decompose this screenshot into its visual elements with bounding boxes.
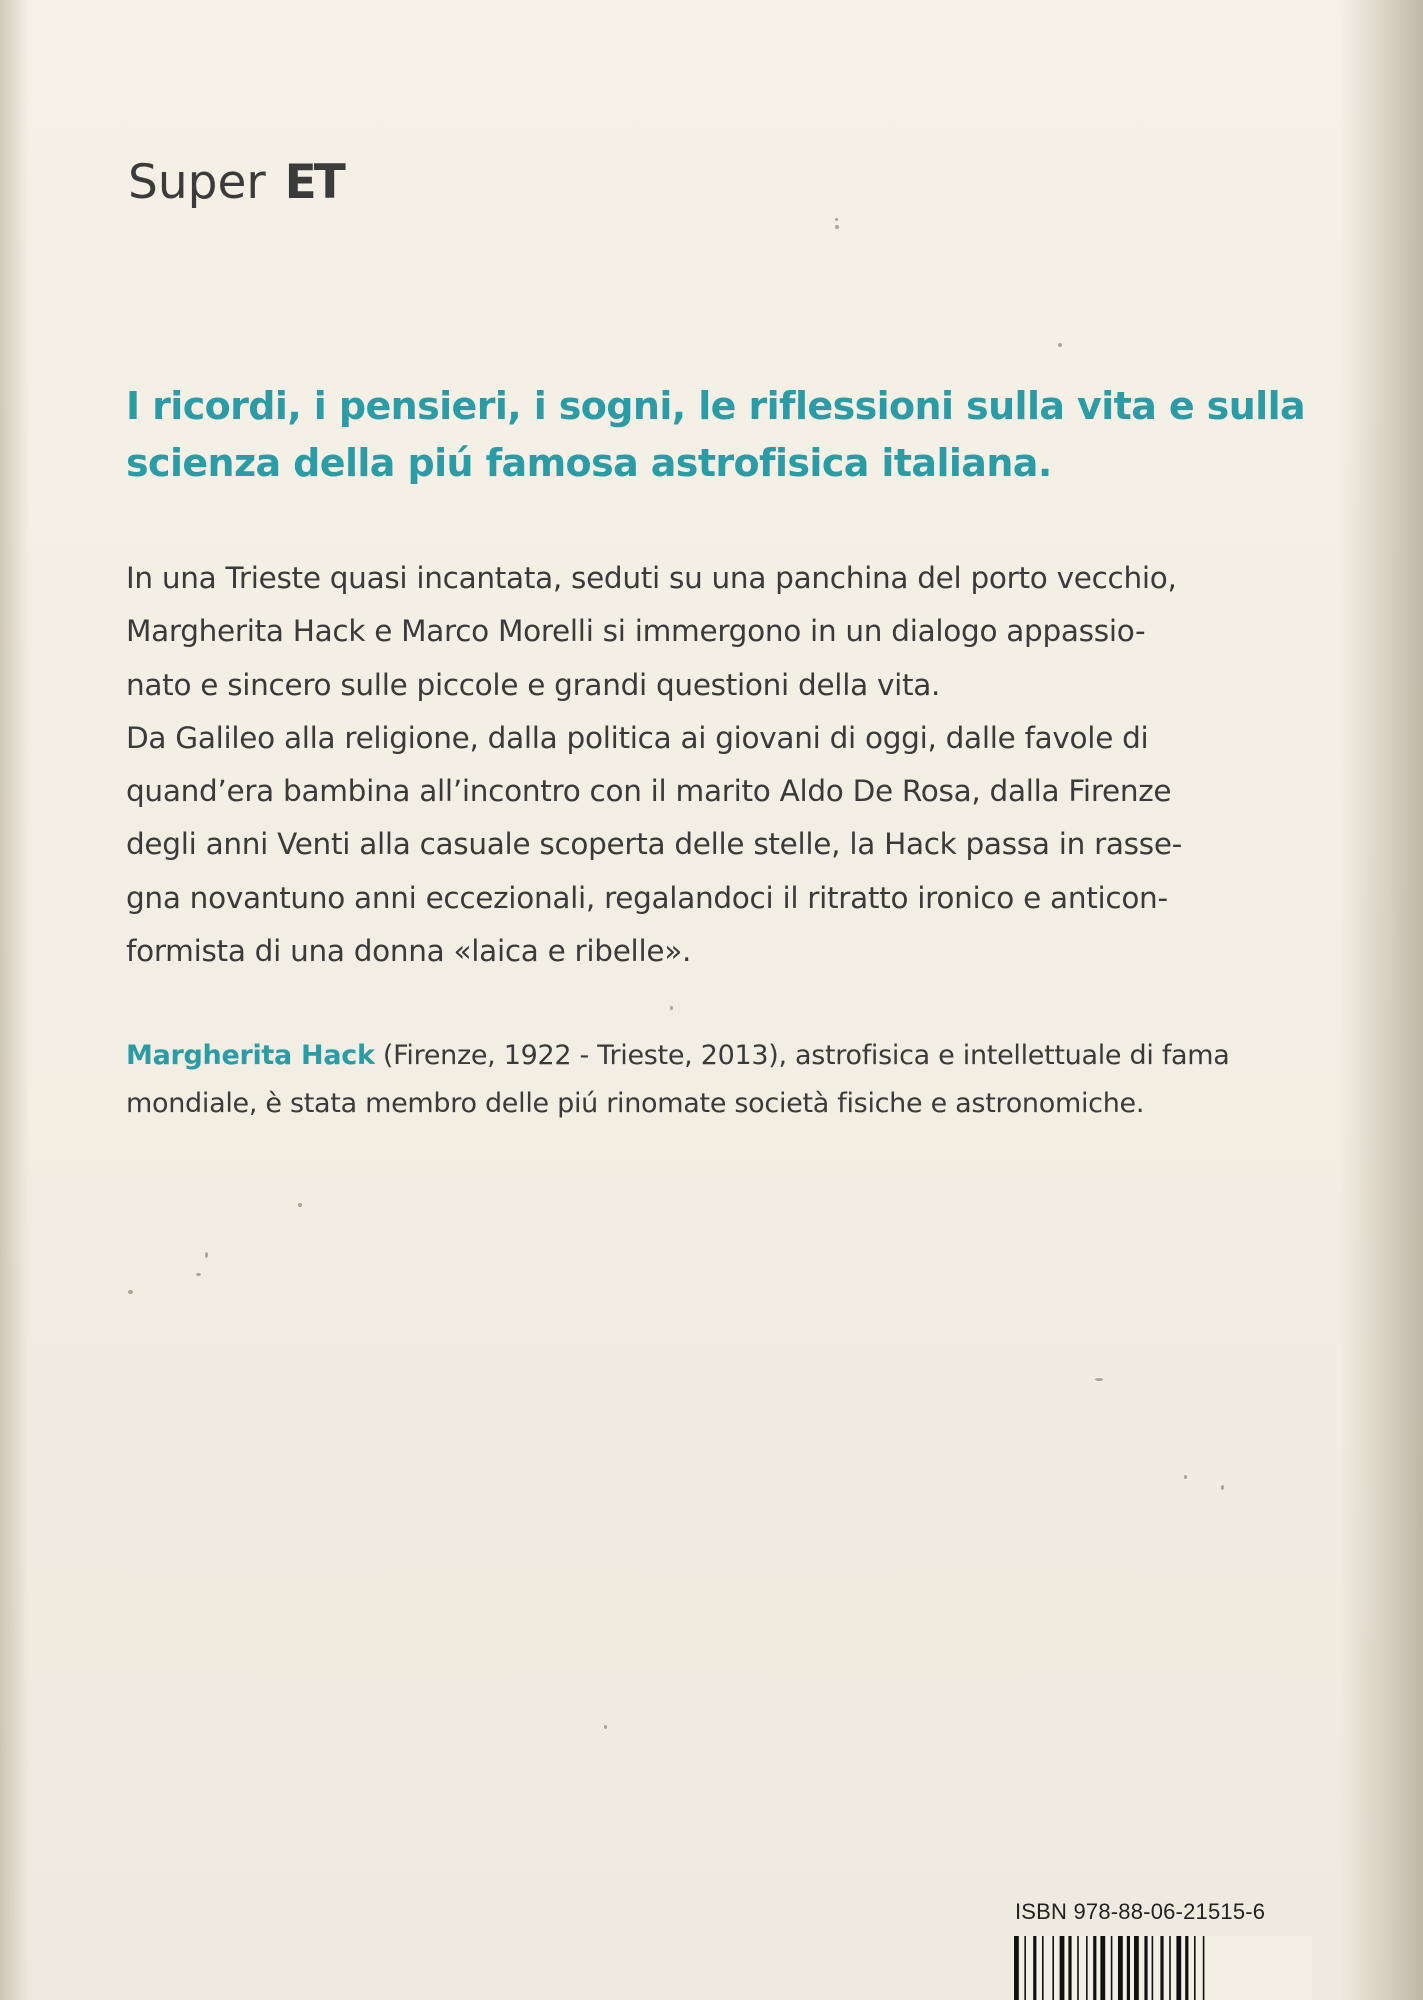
barcode-bar	[1052, 1936, 1054, 2000]
barcode-bar	[1068, 1936, 1071, 2000]
blurb	[126, 552, 1336, 978]
barcode-bar	[1014, 1936, 1019, 2000]
barcode-bar	[1033, 1936, 1036, 2000]
barcode-bar	[1169, 1936, 1171, 2000]
barcode-bar	[1086, 1936, 1088, 2000]
series-imprint	[128, 155, 343, 210]
tagline	[126, 378, 1326, 492]
series-name: Super	[128, 155, 266, 210]
tagline-line-1: I ricordi, i pensieri, i sogni, le riflessioni sulla vita e sulla	[126, 384, 1306, 428]
paper-speck	[1184, 1475, 1187, 1479]
barcode-bar	[1093, 1936, 1096, 2000]
author-bio	[126, 1032, 1346, 1128]
blurb-line: formista di una donna «laica e ribelle».	[126, 934, 692, 969]
paper-speck	[670, 1006, 673, 1010]
barcode	[1012, 1936, 1312, 2000]
barcode-bar	[1152, 1936, 1154, 2000]
bio-line-1-rest: (Firenze, 1922 - Trieste, 2013), astrofisica e intellettuale di fama	[374, 1040, 1230, 1071]
paper-speck	[1221, 1485, 1224, 1490]
barcode-bar	[1118, 1936, 1123, 2000]
barcode-bar	[1185, 1936, 1188, 2000]
blurb-line: quand’era bambina all’incontro con il marito Aldo De Rosa, dalla Firenze	[126, 774, 1172, 809]
barcode-bar	[1077, 1936, 1079, 2000]
barcode-bar	[1100, 1936, 1105, 2000]
barcode-bar	[1134, 1936, 1139, 2000]
blurb-line: In una Trieste quasi incantata, seduti su una panchina del porto vecchio,	[126, 561, 1177, 595]
barcode-bar	[1060, 1936, 1065, 2000]
barcode-bar	[1203, 1936, 1205, 2000]
bio-line-2: mondiale, è stata membro delle piú rinomate società fisiche e astronomiche.	[126, 1088, 1145, 1119]
author-name: Margherita Hack	[126, 1040, 375, 1071]
blurb-line: gna novantuno anni eccezionali, regalandoci il ritratto ironico e anticon-	[126, 880, 1168, 915]
barcode-bar	[1176, 1936, 1181, 2000]
paper-speck	[128, 1290, 133, 1294]
paper-speck	[196, 1273, 201, 1276]
paper-speck	[604, 1725, 607, 1729]
barcode-bar	[1160, 1936, 1163, 2000]
paper-speck	[835, 218, 838, 221]
barcode-bar	[1111, 1936, 1113, 2000]
blurb-line: Da Galileo alla religione, dalla politica ai giovani di oggi, dalle favole di	[126, 720, 1149, 755]
barcode-bar	[1144, 1936, 1147, 2000]
bio-line-1	[126, 1032, 1346, 1080]
paper-speck	[1095, 1378, 1103, 1381]
barcode-bar	[1127, 1936, 1130, 2000]
blurb-line: degli anni Venti alla casuale scoperta delle stelle, la Hack passa in rasse-	[126, 827, 1183, 862]
series-logo: ET	[284, 155, 343, 210]
blurb-line: nato e sincero sulle piccole e grandi questioni della vita.	[126, 667, 941, 702]
paper-speck	[835, 225, 839, 229]
barcode-bar	[1024, 1936, 1026, 2000]
paper-speck	[298, 1203, 302, 1207]
isbn-label: ISBN 978-88-06-21515-6	[1015, 1899, 1266, 1924]
paper-speck	[205, 1252, 208, 1258]
barcode-bar	[1042, 1936, 1044, 2000]
blurb-line: Margherita Hack e Marco Morelli si immergono in un dialogo appassio-	[126, 614, 1146, 649]
paper-speck	[1058, 343, 1062, 347]
tagline-line-2: scienza della piú famosa astrofisica italiana.	[126, 441, 1052, 485]
barcode-bar	[1194, 1936, 1196, 2000]
